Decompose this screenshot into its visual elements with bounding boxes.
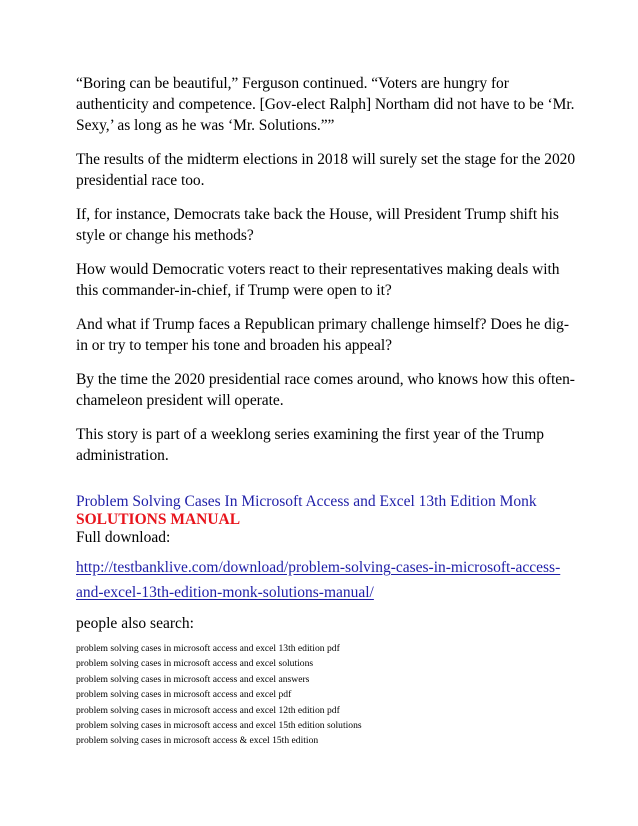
- article-paragraph: By the time the 2020 presidential race comes around, who knows how this often-chameleon president will operate.: [76, 371, 575, 409]
- document-page: [76, 73, 576, 749]
- download-link[interactable]: http://testbanklive.com/download/problem-solving-cases-in-microsoft-access-and-excel-13th-edition-monk-solutions-manual/: [76, 559, 561, 601]
- article-paragraph: This story is part of a weeklong series examining the first year of the Trump administration.: [76, 426, 544, 464]
- promo-highlight: SOLUTIONS MANUAL: [76, 511, 241, 528]
- search-suggestion: problem solving cases in microsoft access and excel answers: [76, 673, 310, 685]
- search-suggestion: problem solving cases in microsoft access & excel 15th edition: [76, 735, 319, 747]
- article-paragraph: How would Democratic voters react to their representatives making deals with this commander-in-chief, if Trump were open to it?: [76, 261, 560, 299]
- promo-block: [76, 492, 576, 605]
- promo-title: Problem Solving Cases In Microsoft Access and Excel 13th Edition Monk: [76, 493, 537, 510]
- article-paragraph: “Boring can be beautiful,” Ferguson continued. “Voters are hungry for authenticity and competence. [Gov-elect Ralph] Northam did not have to be ‘Mr. Sexy,’ as long as he was ‘Mr. Solutions.””: [76, 75, 575, 134]
- search-suggestion: problem solving cases in microsoft access and excel solutions: [76, 658, 314, 670]
- promo-full-download-label: Full download:: [76, 529, 171, 546]
- also-search-heading: people also search:: [76, 615, 194, 632]
- also-search-section: [76, 614, 576, 749]
- also-search-list: [76, 641, 576, 749]
- article-paragraph: If, for instance, Democrats take back the House, will President Trump shift his style or change his methods?: [76, 206, 559, 244]
- search-suggestion: problem solving cases in microsoft access and excel 13th edition pdf: [76, 643, 340, 654]
- search-suggestion: problem solving cases in microsoft access and excel 12th edition pdf: [76, 704, 340, 716]
- article-paragraph: The results of the midterm elections in 2018 will surely set the stage for the 2020 presidential race too.: [76, 151, 576, 189]
- article-paragraph: And what if Trump faces a Republican primary challenge himself? Does he dig-in or try to temper his tone and broaden his appeal?: [76, 316, 569, 354]
- search-suggestion: problem solving cases in microsoft access and excel pdf: [76, 689, 292, 701]
- search-suggestion: problem solving cases in microsoft access and excel 15th edition solutions: [76, 720, 362, 732]
